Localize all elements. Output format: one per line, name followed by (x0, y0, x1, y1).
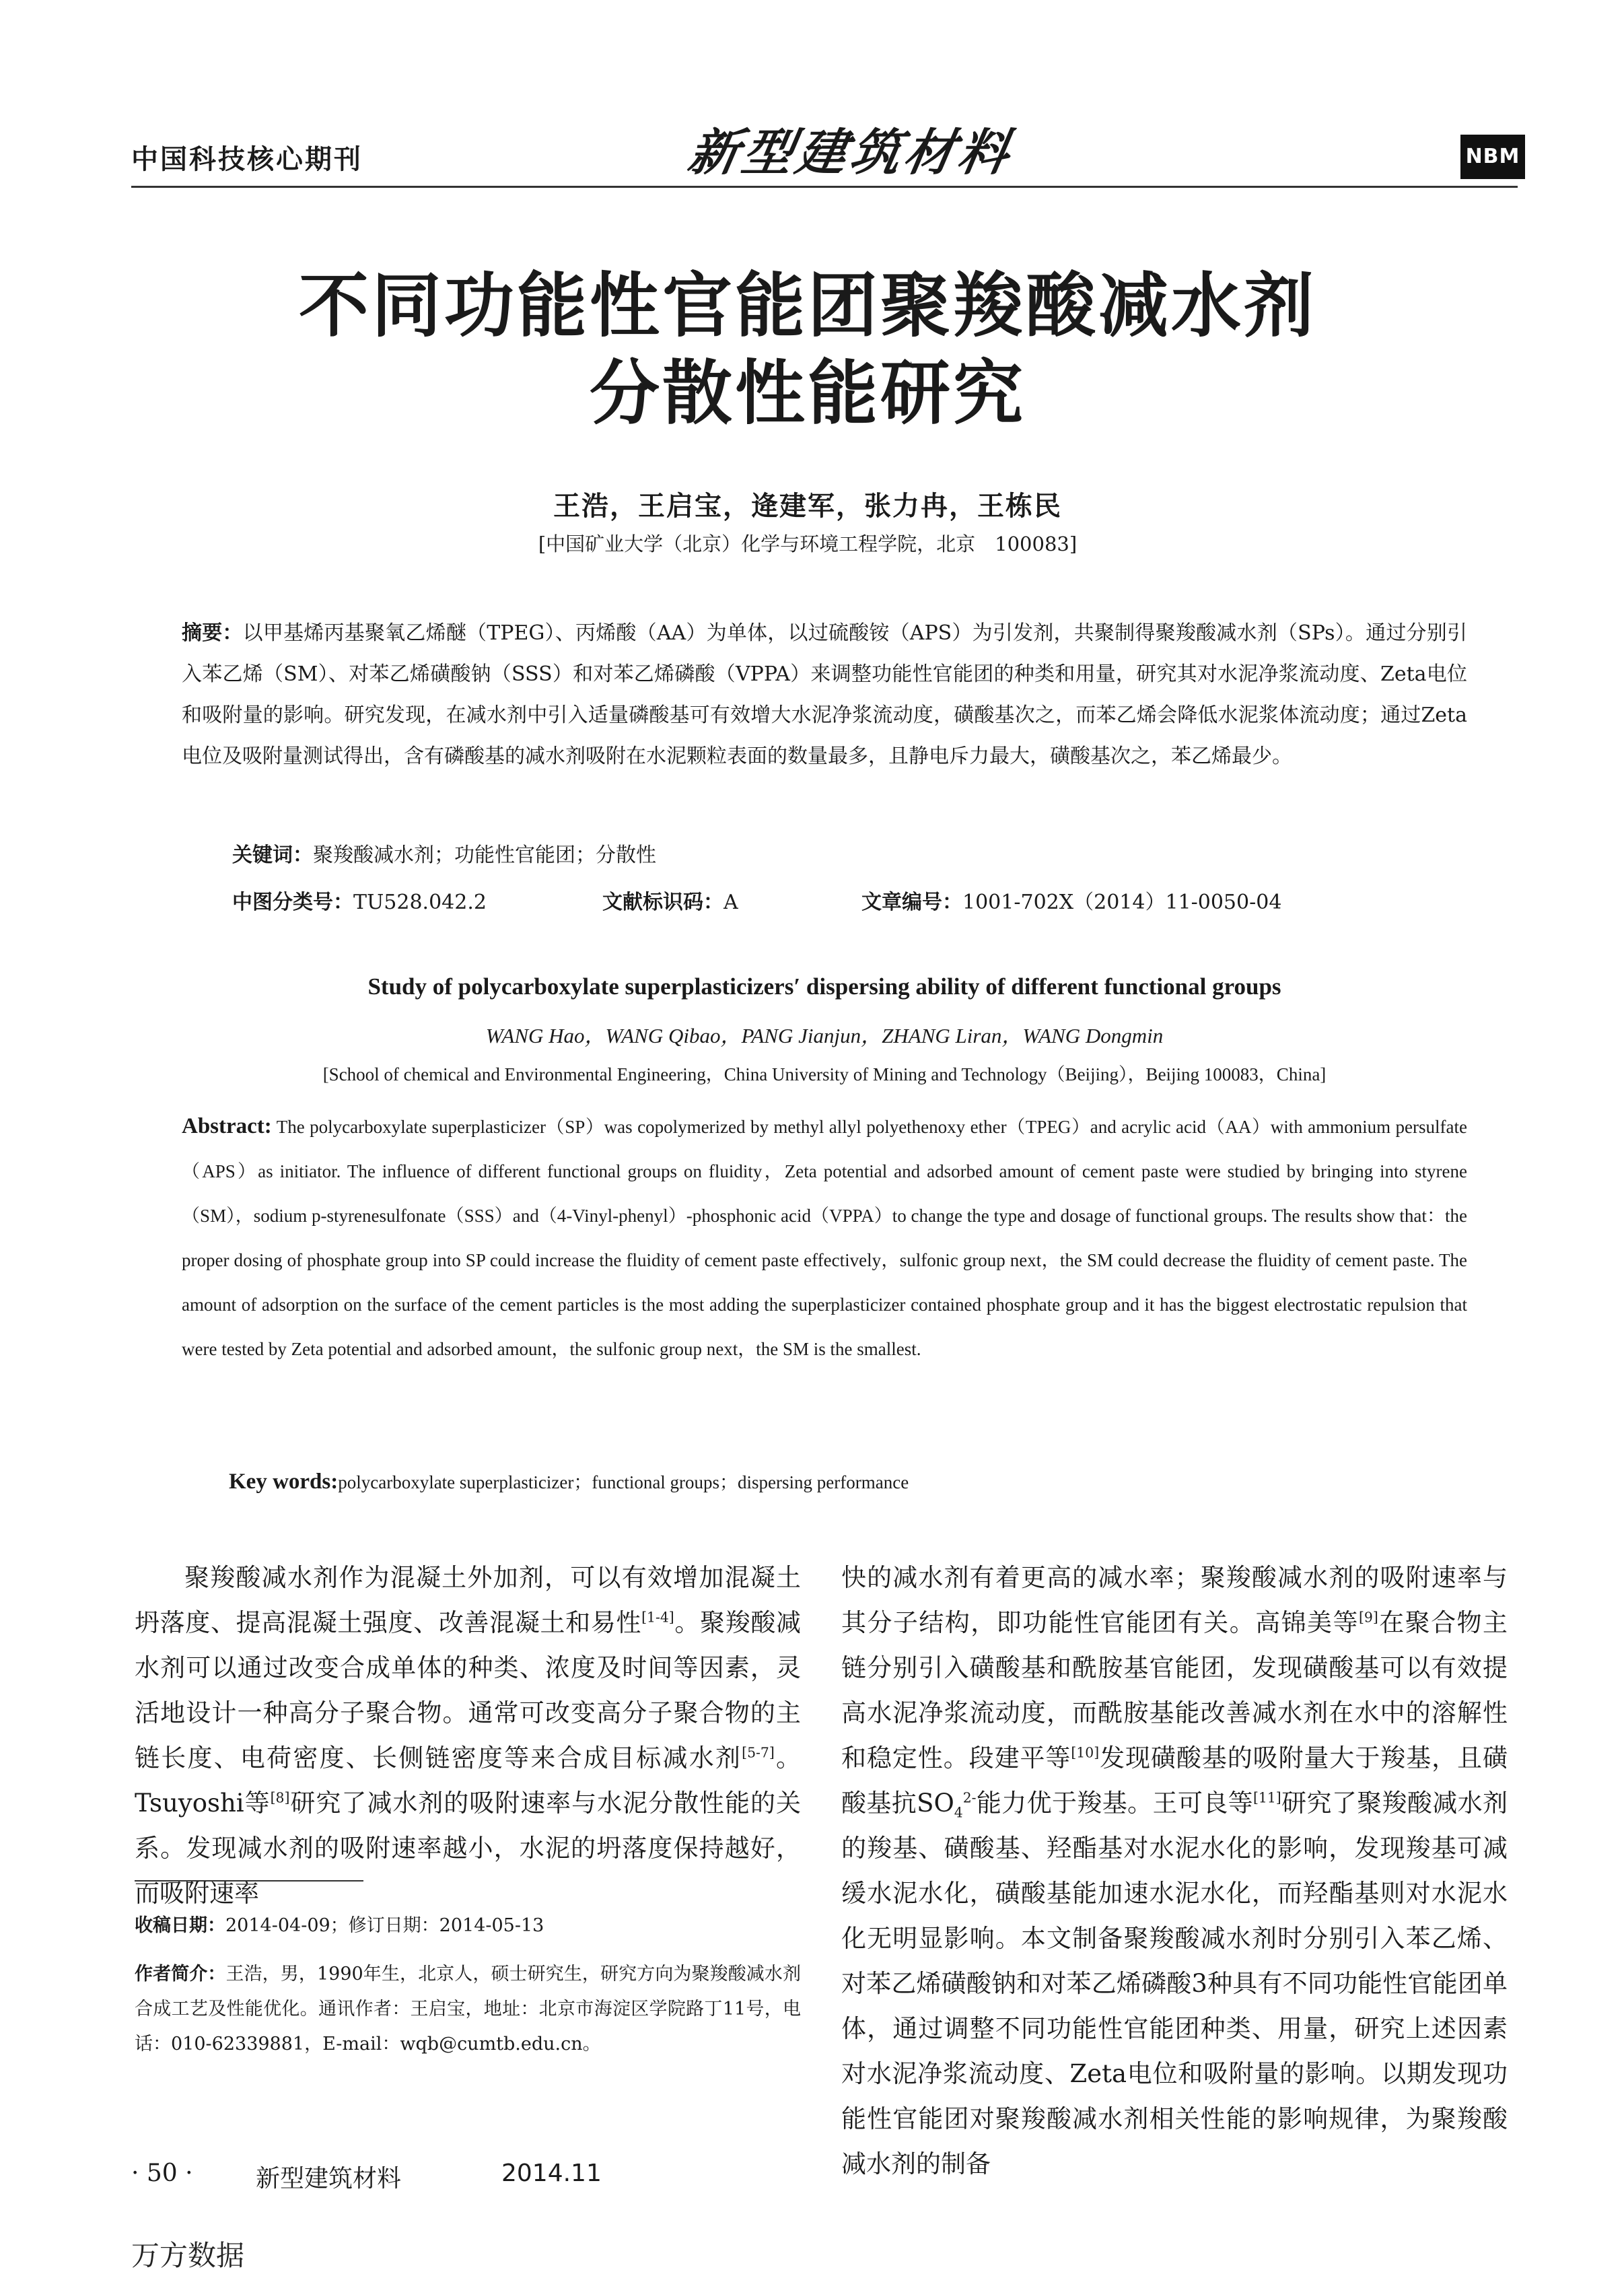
abstract-en-label: Abstract: (182, 1114, 272, 1138)
superscript: 2- (962, 1789, 977, 1806)
wanfang-watermark: 万方数据 (131, 2239, 245, 2272)
footnote-rule (135, 1880, 363, 1882)
title-en: Study of polycarboxylate superplasticizers′ dispersing ability of different functional groups (367, 973, 1281, 1000)
core-journal-label: 中国科技核心期刊 (131, 144, 363, 175)
body-text: 。聚羧酸减水剂可以通过改变合成单体的种类、浓度及时间等因素，灵活地设计一种高分子聚合物。通常可改变高分子聚合物的主链长度、电荷密度、长侧链密度等来合成目标减水剂 (135, 1608, 802, 1772)
clc-value: TU528.042.2 (353, 891, 487, 914)
header-rule (131, 186, 1518, 188)
body-text: 研究了聚羧酸减水剂的羧基、磺酸基、羟酯基对水泥水化的影响，发现羧基可减缓水泥水化，磺酸基能加速水泥水化，而羟酯基则对水泥水化无明显影响。本文制备聚羧酸减水剂时分别引入苯乙烯、对苯乙烯磺酸钠和对苯乙烯磷酸3种具有不同功能性官能团单体，通过调整不同功能性官能团种类、用量，研究上述因素对水泥净浆流动度、Zeta电位和吸附量的影响。以期发现功能性官能团对聚羧酸减水剂相关性能的影响规律，为聚羧酸减水剂的制备 (841, 1789, 1508, 2178)
keywords-cn (232, 838, 656, 868)
footer-journal: 新型建筑材料 (256, 2165, 402, 2193)
keywords-en-label: Key words: (229, 1470, 339, 1494)
clc-number (232, 885, 487, 915)
affiliation-cn: [中国矿业大学（北京）化学与环境工程学院，北京 100083] (538, 532, 1078, 555)
document-code (602, 885, 738, 915)
footnote-dates (135, 1908, 801, 1943)
doc-code-value: A (723, 891, 738, 914)
keywords-en (229, 1468, 909, 1494)
citation: [11] (1252, 1789, 1281, 1806)
body-text: 研究了减水剂的吸附速率与水泥分散性能的关系。发现减水剂的吸附速率越小，水泥的坍落度保持越好，而吸附速率 (135, 1789, 801, 1908)
page-number: · 50 · (131, 2160, 193, 2187)
footnote-bio-label: 作者简介： (135, 1964, 226, 1984)
body-paragraph (841, 1555, 1508, 2186)
article-number (861, 885, 1281, 915)
body-column-right (841, 1555, 1508, 2186)
citation: [1-4] (641, 1609, 674, 1626)
body-column-left (135, 1555, 801, 1916)
abstract-cn (182, 613, 1467, 777)
affiliation-en: [School of chemical and Environmental Engineering，China University of Mining and Technology（Beijing），Beijing 100083，China] (322, 1064, 1327, 1084)
article-number-label: 文章编号： (861, 891, 962, 914)
authors-en: WANG Hao，WANG Qibao，PANG Jianjun，ZHANG Liran，WANG Dongmin (485, 1024, 1164, 1047)
footer-issue: 2014.11 (501, 2160, 602, 2187)
body-text: 快的减水剂有着更高的减水率；聚羧酸减水剂的吸附速率与其分子结构，即功能性官能团有关。高锦美等 (841, 1563, 1508, 1637)
body-text: 。Tsuyoshi等 (135, 1744, 802, 1818)
footnote-dates-label: 收稿日期： (135, 1915, 225, 1936)
footnote-dates-text: 2014-04-09；修订日期：2014-05-13 (225, 1915, 544, 1936)
doc-code-label: 文献标识码： (602, 891, 723, 914)
clc-label: 中图分类号： (232, 891, 353, 914)
article-number-value: 1001-702X（2014）11-0050-04 (962, 891, 1282, 914)
footnote-author-bio (135, 1957, 801, 2062)
subscript: 4 (954, 1804, 963, 1821)
body-text: 发现磺酸基的吸附量大于羧基，且磺酸基抗SO (841, 1744, 1508, 1818)
abstract-cn-label: 摘要： (182, 621, 243, 645)
body-text: 能力优于羧基。王可良等 (976, 1789, 1253, 1818)
citation: [8] (270, 1789, 290, 1806)
citation: [5-7] (742, 1744, 775, 1761)
keywords-en-text: polycarboxylate superplasticizer；functional groups；dispersing performance (338, 1472, 909, 1492)
keywords-cn-label: 关键词： (232, 843, 313, 867)
body-text: 聚羧酸减水剂作为混凝土外加剂，可以有效增加混凝土坍落度、提高混凝土强度、改善混凝土和易性 (135, 1563, 801, 1637)
title-cn-line1: 不同功能性官能团聚羧酸减水剂 (298, 265, 1316, 347)
body-paragraph (135, 1555, 801, 1916)
keywords-cn-text: 聚羧酸减水剂；功能性官能团；分散性 (313, 843, 656, 867)
nbm-logo: NBM (1460, 135, 1525, 179)
citation: [10] (1071, 1744, 1100, 1761)
body-text: 在聚合物主链分别引入磺酸基和酰胺基官能团，发现磺酸基可以有效提高水泥净浆流动度，而酰胺基能改善减水剂在水中的溶解性和稳定性。段建平等 (841, 1608, 1508, 1772)
journal-calligraphy-title: 新型建筑材料 (684, 124, 1018, 182)
abstract-en-text: The polycarboxylate superplasticizer（SP）was copolymerized by methyl allyl polyethenoxy ether（TPEG）and acrylic acid（AA）with ammonium persulfate（APS）as initiator. The influence of different functional groups on fluidity，Zeta potential and adsorbed amount of cement paste were studied by bringing into styrene（SM），sodium p-styrenesulfonate（SSS）and（4-Vinyl-phenyl）-phosphonic acid（VPPA）to change the type and dosage of functional groups. The results show that：the proper dosing of phosphate group into SP could increase the fluidity of cement paste effectively，sulfonic group next，the SM could decrease the fluidity of cement paste. The amount of adsorption on the surface of the cement particles is the most adding the superplasticizer contained phosphate group and it has the biggest electrostatic repulsion that were tested by Zeta potential and adsorbed amount，the sulfonic group next，the SM is the smallest. (182, 1117, 1468, 1359)
authors-cn: 王浩，王启宝，逄建军，张力冉，王栋民 (553, 491, 1062, 522)
footnote-bio-text: 王浩，男，1990年生，北京人，硕士研究生，研究方向为聚羧酸减水剂合成工艺及性能优化。通讯作者：王启宝，地址：北京市海淀区学院路丁11号，电话：010-62339881，E-mail：wqb@cumtb.edu.cn。 (135, 1964, 801, 2055)
abstract-cn-text: 以甲基烯丙基聚氧乙烯醚（TPEG）、丙烯酸（AA）为单体，以过硫酸铵（APS）为引发剂，共聚制得聚羧酸减水剂（SPs）。通过分别引入苯乙烯（SM）、对苯乙烯磺酸钠（SSS）和对苯乙烯磷酸（VPPA）来调整功能性官能团的种类和用量，研究其对水泥净浆流动度、Zeta电位和吸附量的影响。研究发现，在减水剂中引入适量磷酸基可有效增大水泥净浆流动度，磺酸基次之，而苯乙烯会降低水泥浆体流动度；通过Zeta电位及吸附量测试得出，含有磷酸基的减水剂吸附在水泥颗粒表面的数量最多，且静电斥力最大，磺酸基次之，苯乙烯最少。 (182, 621, 1467, 768)
citation: [9] (1358, 1609, 1378, 1626)
abstract-en (182, 1104, 1467, 1371)
title-cn-line2: 分散性能研究 (589, 352, 1026, 434)
